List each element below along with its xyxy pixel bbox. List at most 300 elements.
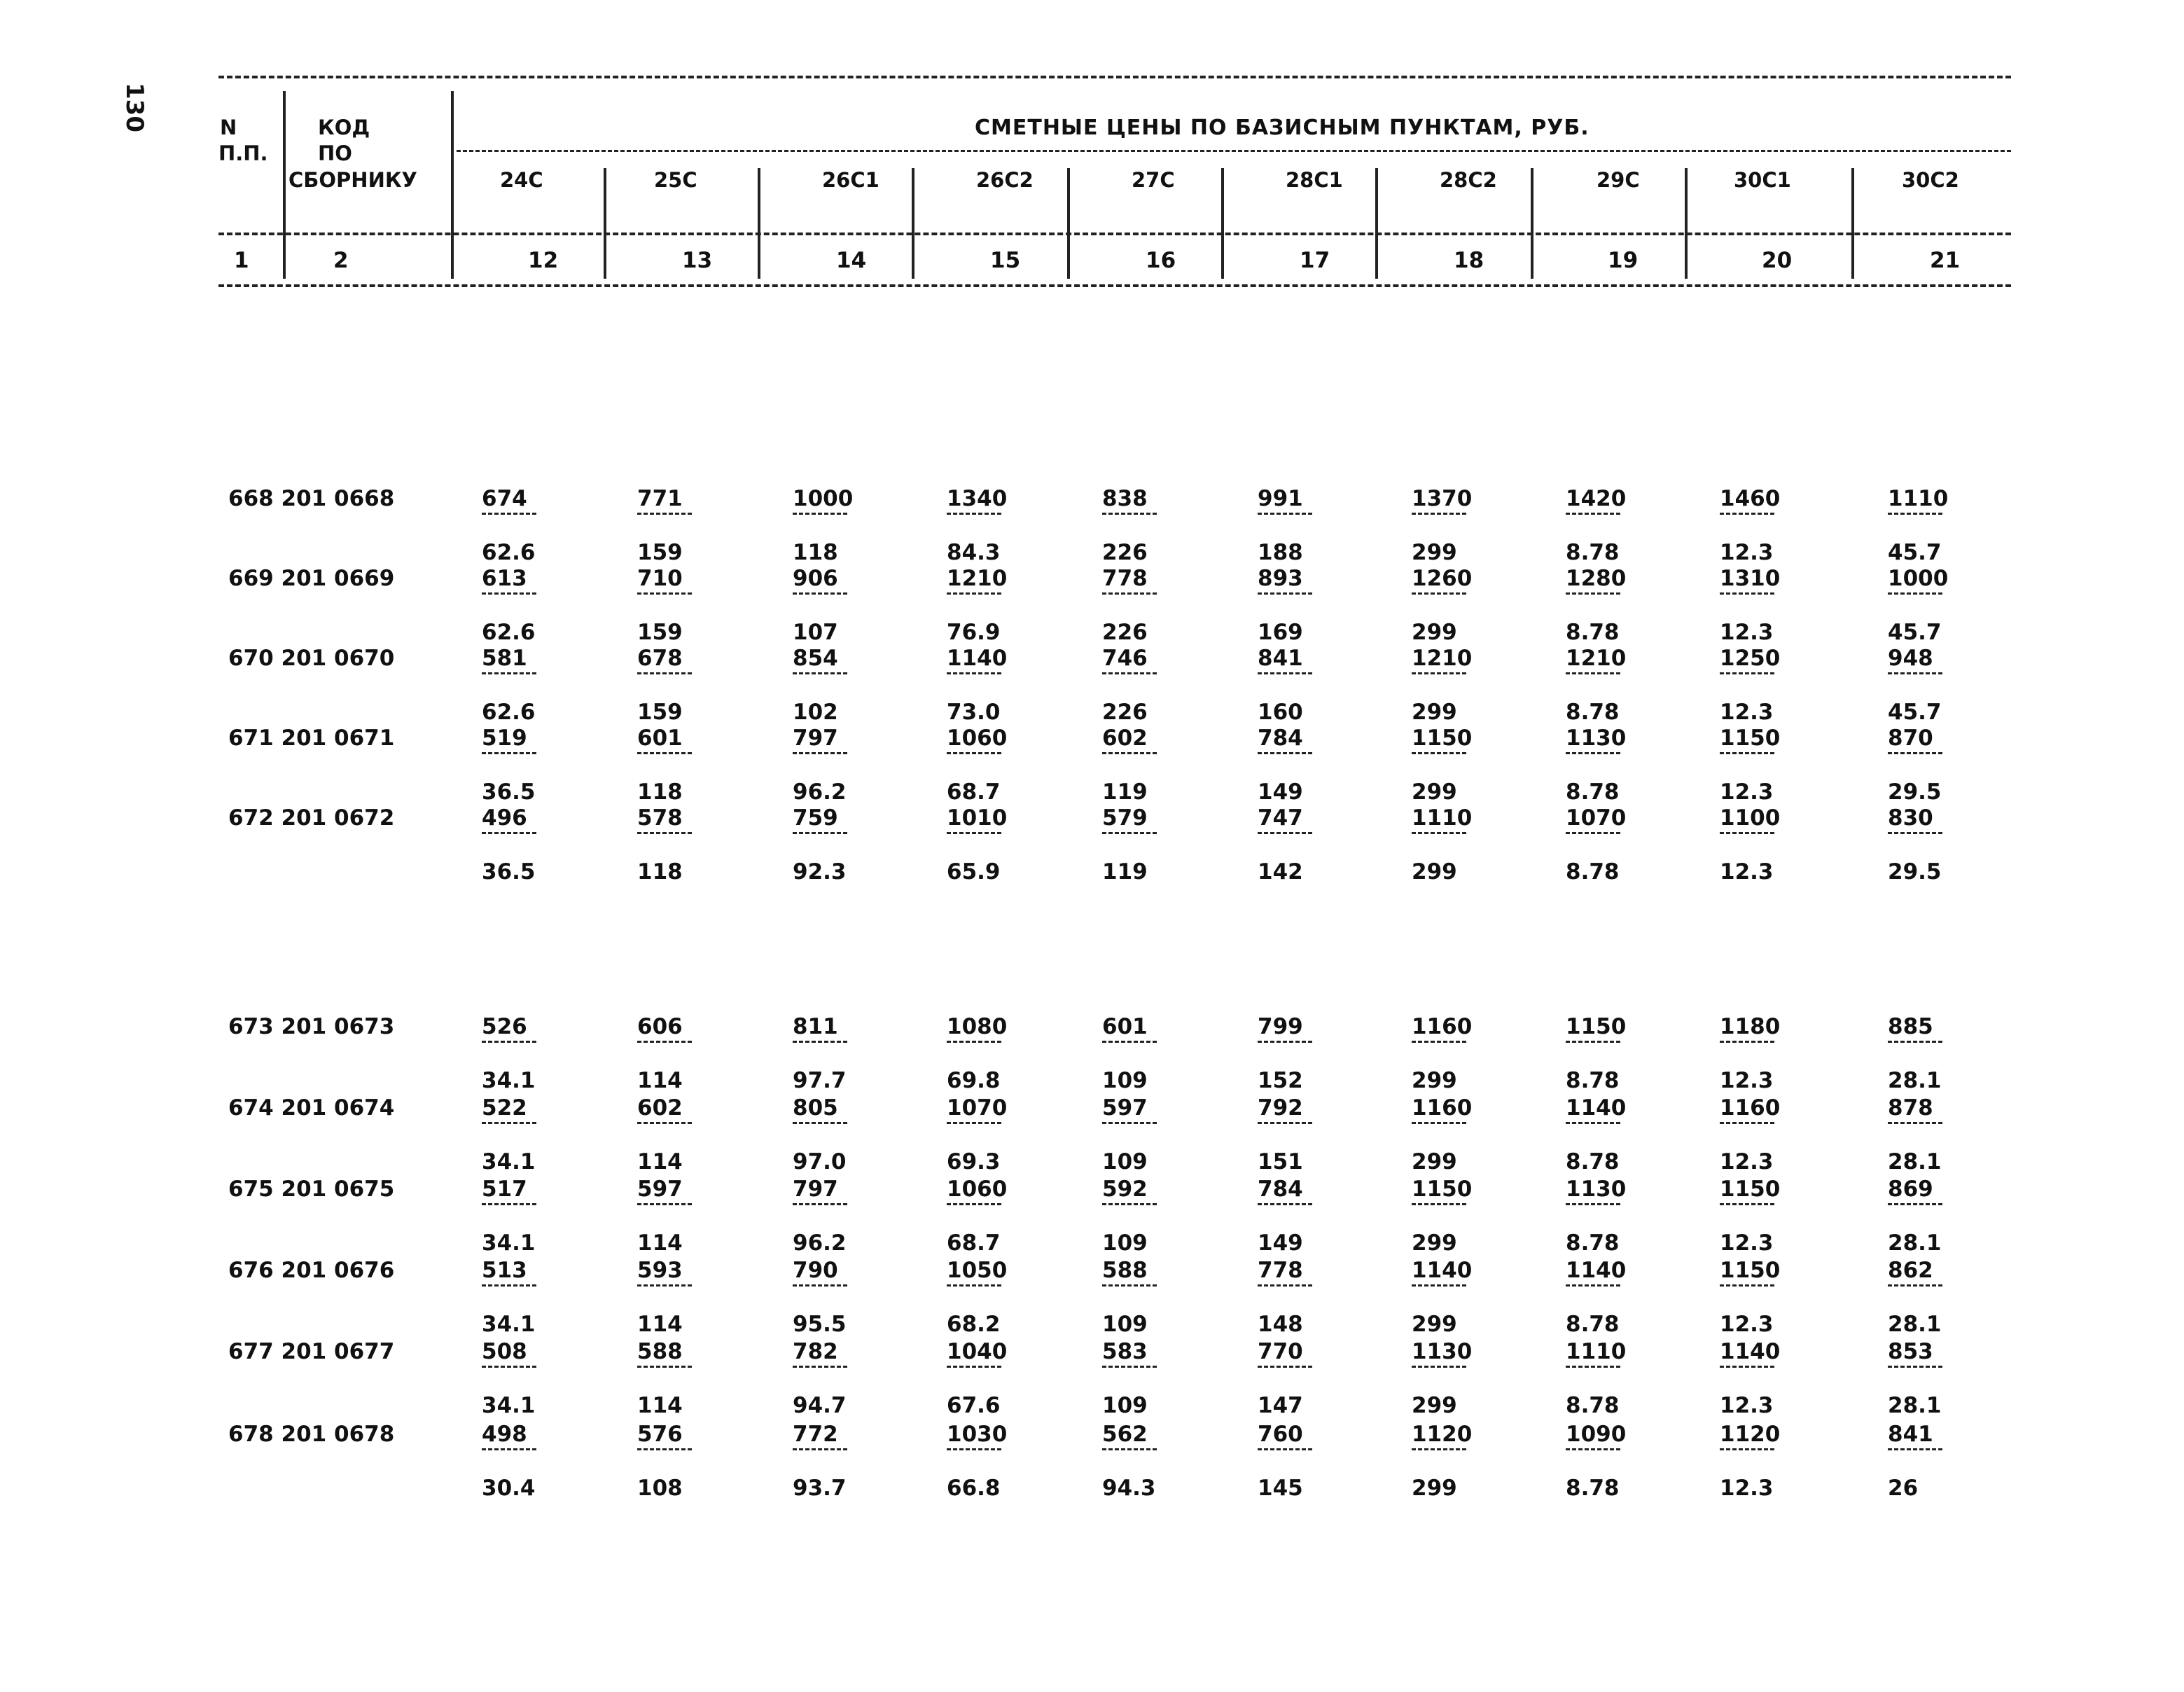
fraction-bar <box>1412 1366 1466 1368</box>
transport-value: 12.3 <box>1720 700 1774 725</box>
transport-value: 68.7 <box>947 1230 1001 1256</box>
price-value: 1310 <box>1720 566 1781 591</box>
transport-value: 67.6 <box>947 1393 1001 1418</box>
price-value: 496 <box>482 805 527 831</box>
transport-value: 92.3 <box>793 859 847 885</box>
transport-value: 68.7 <box>947 779 1001 805</box>
fraction-bar <box>637 1284 692 1287</box>
transport-value: 118 <box>793 540 838 565</box>
column-number: 16 <box>1146 248 1176 273</box>
price-cell <box>1258 805 1314 885</box>
price-value: 597 <box>637 1177 683 1202</box>
fraction-bar <box>1888 832 1942 834</box>
transport-value: 94.3 <box>1102 1476 1156 1501</box>
price-value: 508 <box>482 1339 527 1364</box>
column-number: 17 <box>1300 248 1330 273</box>
fraction-bar <box>793 672 847 674</box>
price-cell <box>1258 1014 1314 1093</box>
price-cell <box>1102 1422 1158 1501</box>
price-value: 811 <box>793 1014 838 1039</box>
price-cell <box>1888 1177 1944 1256</box>
price-cell <box>1888 1258 1944 1337</box>
price-cell <box>1258 646 1314 725</box>
price-cell <box>793 1339 849 1418</box>
transport-value: 28.1 <box>1888 1312 1942 1337</box>
price-value: 513 <box>482 1258 527 1283</box>
fraction-bar <box>482 1203 536 1205</box>
price-value: 906 <box>793 566 838 591</box>
price-value: 1460 <box>1720 486 1781 511</box>
price-cell <box>793 486 854 565</box>
header-separator <box>604 168 606 279</box>
price-value: 790 <box>793 1258 838 1283</box>
price-cell <box>482 1095 538 1174</box>
price-value: 613 <box>482 566 527 591</box>
transport-value: 152 <box>1258 1068 1303 1093</box>
price-cell <box>482 1258 538 1337</box>
price-cell <box>1888 1095 1944 1174</box>
price-cell <box>1720 1014 1781 1093</box>
fraction-bar <box>947 1366 1001 1368</box>
price-value: 782 <box>793 1339 838 1364</box>
transport-value: 108 <box>637 1476 683 1501</box>
transport-value: 8.78 <box>1566 1149 1620 1174</box>
price-value: 778 <box>1258 1258 1303 1283</box>
fraction-bar <box>1566 1041 1620 1043</box>
price-value: 1140 <box>1720 1339 1781 1364</box>
transport-value: 151 <box>1258 1149 1303 1174</box>
transport-value: 34.1 <box>482 1393 536 1418</box>
price-value: 1130 <box>1412 1339 1473 1364</box>
header-separator <box>1221 168 1224 279</box>
fraction-bar <box>1566 832 1620 834</box>
column-number: 19 <box>1608 248 1639 273</box>
transport-value: 145 <box>1258 1476 1303 1501</box>
np-label: П.П. <box>218 141 268 165</box>
price-value: 1160 <box>1412 1095 1473 1121</box>
transport-value: 109 <box>1102 1393 1148 1418</box>
price-cell <box>1720 726 1781 805</box>
price-cell <box>793 805 849 885</box>
price-value: 606 <box>637 1014 683 1039</box>
price-cell <box>1102 1177 1158 1256</box>
price-value: 771 <box>637 486 683 511</box>
transport-value: 299 <box>1412 1312 1457 1337</box>
fraction-bar <box>482 1366 536 1368</box>
price-value: 1080 <box>947 1014 1008 1039</box>
column-header: 25С <box>654 168 697 192</box>
transport-value: 8.78 <box>1566 1068 1620 1093</box>
price-value: 893 <box>1258 566 1303 591</box>
price-value: 869 <box>1888 1177 1933 1202</box>
fraction-bar <box>637 1122 692 1124</box>
column-header: 27С <box>1132 168 1175 192</box>
transport-value: 93.7 <box>793 1476 847 1501</box>
transport-value: 119 <box>1102 779 1148 805</box>
fraction-bar <box>793 832 847 834</box>
fraction-bar <box>482 1041 536 1043</box>
price-value: 1110 <box>1566 1339 1627 1364</box>
fraction-bar <box>1102 1284 1157 1287</box>
price-cell <box>1412 1339 1473 1418</box>
fraction-bar <box>1888 672 1942 674</box>
price-cell <box>637 1422 693 1501</box>
fraction-bar <box>1888 513 1942 515</box>
price-value: 885 <box>1888 1014 1933 1039</box>
price-cell <box>793 1095 849 1174</box>
row-code: 671 201 0671 <box>228 726 395 751</box>
header-separator <box>912 168 914 279</box>
header-separator <box>1375 168 1378 279</box>
price-value: 1060 <box>947 1177 1008 1202</box>
row-code: 673 201 0673 <box>228 1014 395 1039</box>
transport-value: 65.9 <box>947 859 1001 885</box>
price-cell <box>1720 566 1781 645</box>
column-number: 15 <box>990 248 1021 273</box>
price-value: 784 <box>1258 1177 1303 1202</box>
fraction-bar <box>947 752 1001 754</box>
fraction-bar <box>482 1122 536 1124</box>
price-cell <box>637 1095 693 1174</box>
fraction-bar <box>1412 672 1466 674</box>
transport-value: 169 <box>1258 620 1303 645</box>
fraction-bar <box>1412 1203 1466 1205</box>
fraction-bar <box>1258 832 1312 834</box>
fraction-bar <box>1258 1122 1312 1124</box>
price-cell <box>1566 1014 1627 1093</box>
price-value: 1150 <box>1720 726 1781 751</box>
price-value: 1100 <box>1720 805 1781 831</box>
price-cell <box>1566 486 1627 565</box>
fraction-bar <box>1412 1448 1466 1450</box>
price-cell <box>1412 1014 1473 1093</box>
price-cell <box>1258 486 1314 565</box>
price-value: 1110 <box>1888 486 1949 511</box>
price-value: 578 <box>637 805 683 831</box>
transport-value: 226 <box>1102 620 1148 645</box>
fraction-bar <box>1258 672 1312 674</box>
price-cell <box>793 1014 849 1093</box>
transport-value: 114 <box>637 1230 683 1256</box>
price-value: 1120 <box>1412 1422 1473 1447</box>
price-value: 602 <box>637 1095 683 1121</box>
transport-value: 8.78 <box>1566 1312 1620 1337</box>
fraction-bar <box>637 1041 692 1043</box>
transport-value: 8.78 <box>1566 1230 1620 1256</box>
fraction-bar <box>482 1284 536 1287</box>
price-value: 1000 <box>793 486 854 511</box>
fraction-bar <box>1102 1203 1157 1205</box>
price-value: 1140 <box>1566 1095 1627 1121</box>
price-value: 674 <box>482 486 527 511</box>
price-value: 1030 <box>947 1422 1008 1447</box>
price-cell <box>637 805 693 885</box>
row-code: 669 201 0669 <box>228 566 395 591</box>
price-value: 760 <box>1258 1422 1303 1447</box>
fraction-bar <box>793 1122 847 1124</box>
fraction-bar <box>1102 752 1157 754</box>
transport-value: 36.5 <box>482 779 536 805</box>
price-value: 1120 <box>1720 1422 1781 1447</box>
price-value: 1150 <box>1412 1177 1473 1202</box>
price-value: 581 <box>482 646 527 671</box>
price-cell <box>1720 1095 1781 1174</box>
transport-value: 8.78 <box>1566 859 1620 885</box>
price-cell <box>947 1339 1008 1418</box>
price-value: 991 <box>1258 486 1303 511</box>
column-number: 20 <box>1762 248 1793 273</box>
header-separator <box>1851 168 1854 279</box>
price-cell <box>482 566 538 645</box>
price-cell <box>947 646 1008 725</box>
transport-value: 299 <box>1412 540 1457 565</box>
transport-value: 118 <box>637 779 683 805</box>
fraction-bar <box>947 513 1001 515</box>
fraction-bar <box>1102 592 1157 595</box>
transport-value: 299 <box>1412 1393 1457 1418</box>
price-cell <box>1888 805 1944 885</box>
price-cell <box>1412 1422 1473 1501</box>
transport-value: 299 <box>1412 620 1457 645</box>
price-value: 1090 <box>1566 1422 1627 1447</box>
fraction-bar <box>1102 1122 1157 1124</box>
fraction-bar <box>482 1448 536 1450</box>
price-cell <box>1566 1095 1627 1174</box>
price-value: 1140 <box>1566 1258 1627 1283</box>
price-cell <box>1102 1258 1158 1337</box>
fraction-bar <box>1258 1448 1312 1450</box>
transport-value: 28.1 <box>1888 1230 1942 1256</box>
price-cell <box>1258 1177 1314 1256</box>
price-cell <box>947 486 1008 565</box>
transport-value: 226 <box>1102 700 1148 725</box>
price-value: 772 <box>793 1422 838 1447</box>
fraction-bar <box>1720 513 1774 515</box>
code-label: ПО <box>318 141 352 165</box>
price-value: 601 <box>1102 1014 1148 1039</box>
price-cell <box>1566 1339 1627 1418</box>
header-separator <box>758 168 760 279</box>
transport-value: 34.1 <box>482 1312 536 1337</box>
price-cell <box>1102 1339 1158 1418</box>
transport-value: 28.1 <box>1888 1068 1942 1093</box>
transport-value: 114 <box>637 1068 683 1093</box>
transport-value: 8.78 <box>1566 620 1620 645</box>
price-cell <box>482 486 538 565</box>
column-number: 21 <box>1930 248 1961 273</box>
fraction-bar <box>947 672 1001 674</box>
price-value: 747 <box>1258 805 1303 831</box>
price-cell <box>1258 566 1314 645</box>
price-value: 1340 <box>947 486 1008 511</box>
transport-value: 149 <box>1258 1230 1303 1256</box>
transport-value: 34.1 <box>482 1230 536 1256</box>
column-header: 28С1 <box>1286 168 1343 192</box>
fraction-bar <box>1258 1041 1312 1043</box>
transport-value: 102 <box>793 700 838 725</box>
transport-value: 12.3 <box>1720 859 1774 885</box>
price-cell <box>482 1422 538 1501</box>
column-header: 28С2 <box>1440 168 1497 192</box>
fraction-bar <box>1412 513 1466 515</box>
transport-value: 114 <box>637 1149 683 1174</box>
price-value: 517 <box>482 1177 527 1202</box>
price-cell <box>1720 1258 1781 1337</box>
price-cell <box>482 1014 538 1093</box>
fraction-bar <box>793 1203 847 1205</box>
price-value: 562 <box>1102 1422 1148 1447</box>
fraction-bar <box>947 1203 1001 1205</box>
price-value: 1370 <box>1412 486 1473 511</box>
transport-value: 12.3 <box>1720 1476 1774 1501</box>
price-cell <box>1412 1258 1473 1337</box>
transport-value: 109 <box>1102 1149 1148 1174</box>
price-cell <box>637 566 693 645</box>
fraction-bar <box>1412 1122 1466 1124</box>
transport-value: 299 <box>1412 1068 1457 1093</box>
price-cell <box>947 805 1008 885</box>
code-label: КОД <box>318 116 370 139</box>
transport-value: 69.3 <box>947 1149 1001 1174</box>
price-cell <box>1412 486 1473 565</box>
price-value: 1010 <box>947 805 1008 831</box>
transport-value: 8.78 <box>1566 1476 1620 1501</box>
transport-value: 142 <box>1258 859 1303 885</box>
fraction-bar <box>947 1122 1001 1124</box>
fraction-bar <box>1566 592 1620 595</box>
transport-value: 12.3 <box>1720 1393 1774 1418</box>
header-separator <box>1531 168 1533 279</box>
price-cell <box>1412 646 1473 725</box>
price-cell <box>1888 1339 1944 1418</box>
price-value: 1160 <box>1412 1014 1473 1039</box>
price-value: 1150 <box>1720 1258 1781 1283</box>
price-cell <box>1102 726 1158 805</box>
fraction-bar <box>1720 1041 1774 1043</box>
price-cell <box>1102 1095 1158 1174</box>
price-value: 854 <box>793 646 838 671</box>
price-cell <box>1566 726 1627 805</box>
price-cell <box>1412 1177 1473 1256</box>
transport-value: 148 <box>1258 1312 1303 1337</box>
price-cell <box>947 1258 1008 1337</box>
price-value: 1210 <box>1566 646 1627 671</box>
row-code: 668 201 0668 <box>228 486 395 511</box>
fraction-bar <box>1720 1448 1774 1450</box>
price-cell <box>1720 1339 1781 1418</box>
fraction-bar <box>1888 1366 1942 1368</box>
price-value: 1150 <box>1412 726 1473 751</box>
price-cell <box>1888 1422 1944 1501</box>
price-value: 830 <box>1888 805 1933 831</box>
transport-value: 62.6 <box>482 540 536 565</box>
price-cell <box>1412 1095 1473 1174</box>
transport-value: 62.6 <box>482 700 536 725</box>
fraction-bar <box>482 672 536 674</box>
transport-value: 34.1 <box>482 1068 536 1093</box>
column-header: 30С1 <box>1734 168 1791 192</box>
transport-value: 114 <box>637 1312 683 1337</box>
price-cell <box>637 1014 693 1093</box>
price-cell <box>482 1339 538 1418</box>
price-cell <box>482 805 538 885</box>
header-banner-rule <box>457 150 2011 152</box>
fraction-bar <box>947 592 1001 595</box>
fraction-bar <box>637 752 692 754</box>
price-cell <box>1102 566 1158 645</box>
transport-value: 12.3 <box>1720 620 1774 645</box>
price-cell <box>793 1422 849 1501</box>
column-header: 29С <box>1597 168 1640 192</box>
transport-value: 8.78 <box>1566 1393 1620 1418</box>
fraction-bar <box>1888 1203 1942 1205</box>
fraction-bar <box>1720 1203 1774 1205</box>
transport-value: 226 <box>1102 540 1148 565</box>
price-cell <box>637 726 693 805</box>
price-value: 1260 <box>1412 566 1473 591</box>
header-mid-rule <box>218 233 2011 235</box>
price-cell <box>637 1258 693 1337</box>
fraction-bar <box>1566 1284 1620 1287</box>
column-number: 2 <box>333 248 349 273</box>
column-header: 26С1 <box>822 168 879 192</box>
header-separator <box>1685 168 1688 279</box>
price-value: 593 <box>637 1258 683 1283</box>
fraction-bar <box>637 592 692 595</box>
price-value: 1070 <box>947 1095 1008 1121</box>
header-separator <box>283 91 286 279</box>
price-cell <box>1720 1177 1781 1256</box>
code-label: СБОРНИКУ <box>288 168 417 192</box>
transport-value: 12.3 <box>1720 1068 1774 1093</box>
price-cell <box>793 1258 849 1337</box>
transport-value: 8.78 <box>1566 779 1620 805</box>
transport-value: 188 <box>1258 540 1303 565</box>
header-top-rule <box>218 76 2011 78</box>
price-cell <box>1888 486 1949 565</box>
price-cell <box>1566 805 1627 885</box>
transport-value: 12.3 <box>1720 540 1774 565</box>
price-value: 746 <box>1102 646 1148 671</box>
fraction-bar <box>1102 832 1157 834</box>
price-value: 583 <box>1102 1339 1148 1364</box>
row-code: 674 201 0674 <box>228 1095 395 1121</box>
header-separator <box>451 91 454 279</box>
price-cell <box>1102 646 1158 725</box>
transport-value: 299 <box>1412 779 1457 805</box>
transport-value: 12.3 <box>1720 779 1774 805</box>
price-value: 1180 <box>1720 1014 1781 1039</box>
price-value: 1420 <box>1566 486 1627 511</box>
fraction-bar <box>637 1448 692 1450</box>
price-cell <box>1888 566 1949 645</box>
price-cell <box>947 1014 1008 1093</box>
transport-value: 45.7 <box>1888 700 1942 725</box>
transport-value: 97.7 <box>793 1068 847 1093</box>
transport-value: 34.1 <box>482 1149 536 1174</box>
price-cell <box>1566 1258 1627 1337</box>
fraction-bar <box>1566 1448 1620 1450</box>
price-value: 522 <box>482 1095 527 1121</box>
price-value: 1000 <box>1888 566 1949 591</box>
price-value: 1040 <box>947 1339 1008 1364</box>
transport-value: 119 <box>1102 859 1148 885</box>
price-value: 841 <box>1258 646 1303 671</box>
header-bottom-rule <box>218 284 2011 287</box>
price-value: 710 <box>637 566 683 591</box>
fraction-bar <box>637 832 692 834</box>
transport-value: 299 <box>1412 1149 1457 1174</box>
